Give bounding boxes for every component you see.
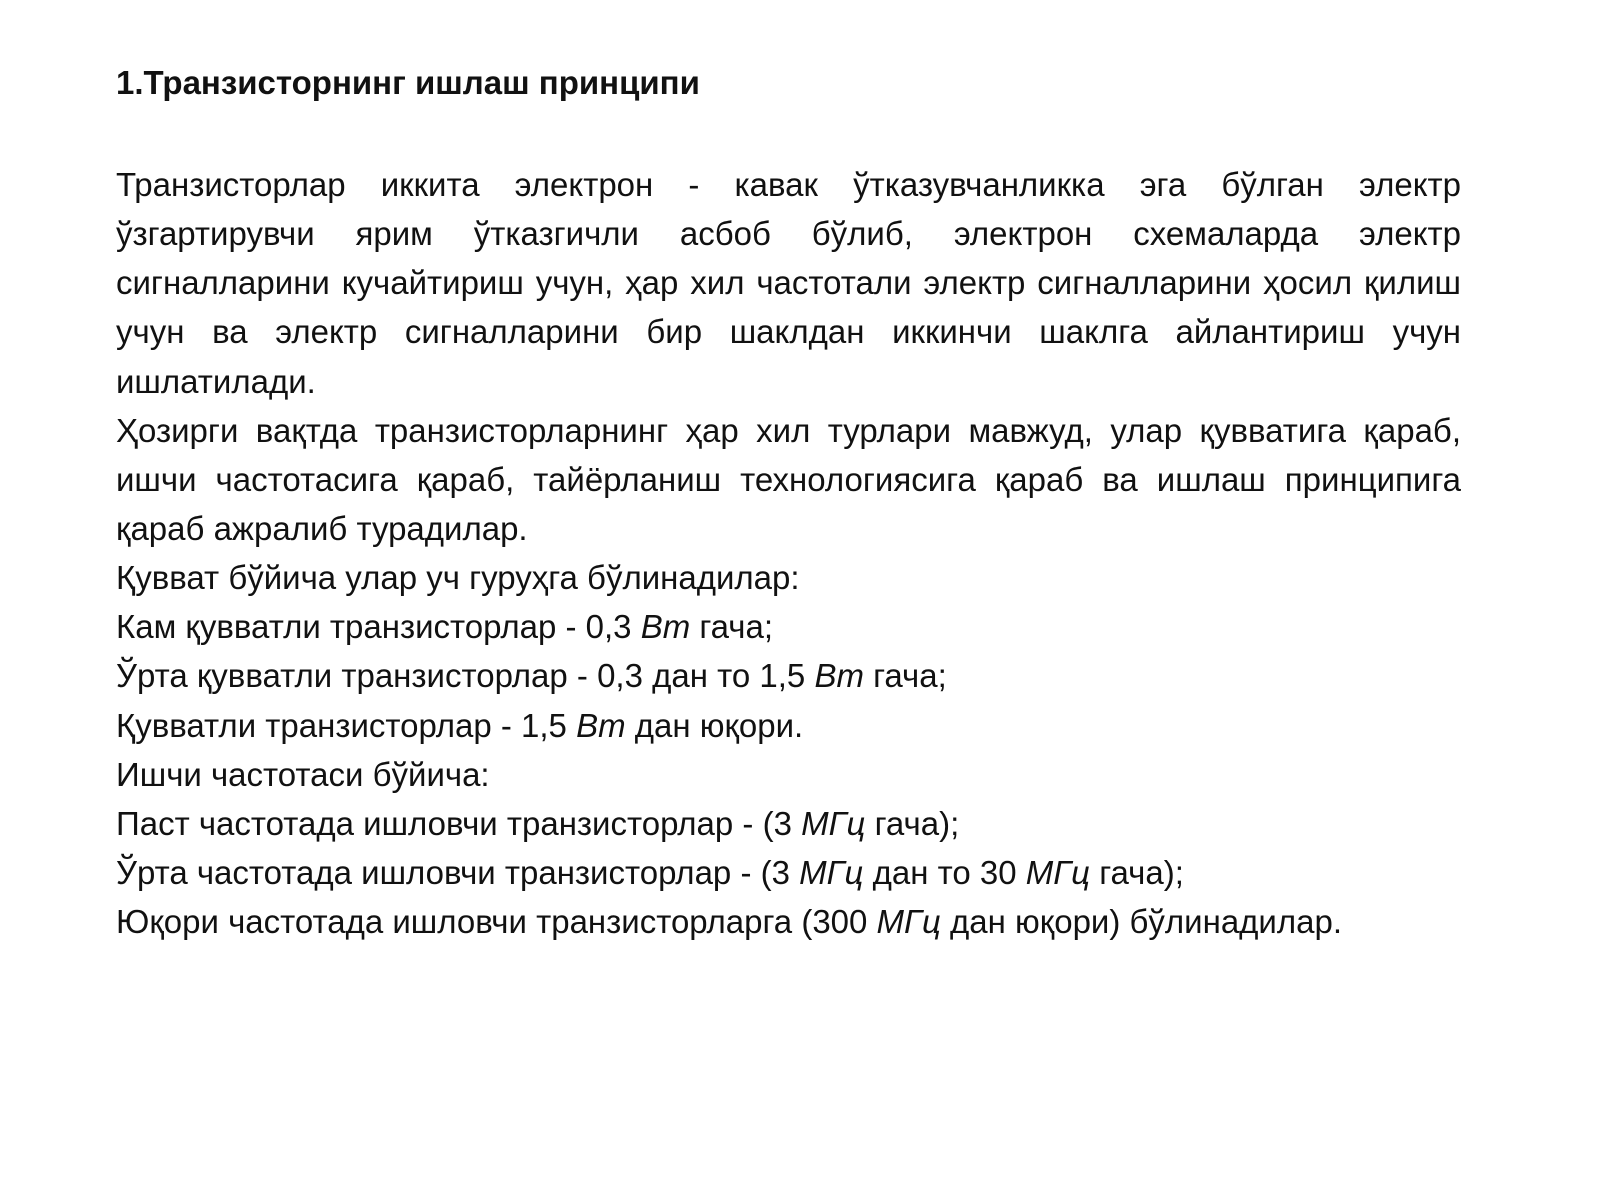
frequency-high-text: Юқори частотада ишловчи транзисторларга (300 — [116, 903, 877, 941]
power-mid-unit: Вт — [814, 657, 864, 695]
power-high-item — [116, 701, 1461, 750]
power-low-text: Кам қувватли транзисторлар - 0,3 — [116, 608, 641, 646]
frequency-high-item — [116, 897, 1461, 946]
power-high-text: Қувватли транзисторлар - 1,5 — [116, 706, 577, 744]
slide-content — [116, 62, 1461, 946]
frequency-mid-unit-1: МГц — [799, 854, 864, 892]
paragraph-transistor-definition: Транзисторлар иккита электрон - кавак ўтказувчанликка эга бўлган электр ўзгартирувчи ярим ўтказгичли асбоб бўлиб, электрон схемаларда электр сигналларини кучайтириш учун, ҳар хил частотали электр сигналларини ҳосил қилиш учун ва электр сигналларини бир шаклдан иккинчи шаклга айлантириш учун ишлатилади. — [116, 165, 1461, 400]
power-high-suffix: дан юқори. — [625, 706, 804, 744]
power-mid-item — [116, 651, 1461, 700]
heading-spacer — [116, 105, 1461, 160]
power-mid-text: Ўрта қувватли транзисторлар - 0,3 дан то 1,5 — [116, 657, 815, 695]
frequency-high-suffix: дан юқори) бўлинадилар. — [940, 903, 1342, 941]
power-high-unit: Вт — [576, 706, 626, 744]
frequency-low-item — [116, 799, 1461, 848]
frequency-mid-middle: дан то 30 — [863, 854, 1026, 892]
slide-heading: 1.Транзисторнинг ишлаш принципи — [116, 64, 700, 101]
frequency-high-unit: МГц — [876, 903, 941, 941]
paragraph-transistor-types: Ҳозирги вақтда транзисторларнинг ҳар хил турлари мавжуд, улар қувватига қараб, ишчи частотасига қараб, тайёрланиш технологиясига қараб ва ишлаш принципига қараб ажралиб турадилар. — [116, 411, 1461, 547]
frequency-low-text: Паст частотада ишловчи транзисторлар - (3 — [116, 804, 802, 842]
frequency-mid-text: Ўрта частотада ишловчи транзисторлар - (3 — [116, 854, 800, 892]
power-low-suffix: гача; — [690, 608, 774, 646]
power-mid-suffix: гача; — [863, 657, 947, 695]
frequency-mid-item — [116, 848, 1461, 897]
frequency-mid-suffix: гача); — [1090, 854, 1184, 892]
power-low-unit: Вт — [640, 608, 691, 646]
frequency-mid-unit-2: МГц — [1025, 854, 1091, 892]
frequency-low-unit: МГц — [801, 804, 866, 842]
power-low-item — [116, 602, 1461, 651]
power-groups-title: Қувват бўйича улар уч гуруҳга бўлинадилар: — [116, 559, 800, 597]
frequency-low-suffix: гача); — [865, 804, 960, 842]
frequency-groups-title: Ишчи частотаси бўйича: — [116, 755, 490, 793]
